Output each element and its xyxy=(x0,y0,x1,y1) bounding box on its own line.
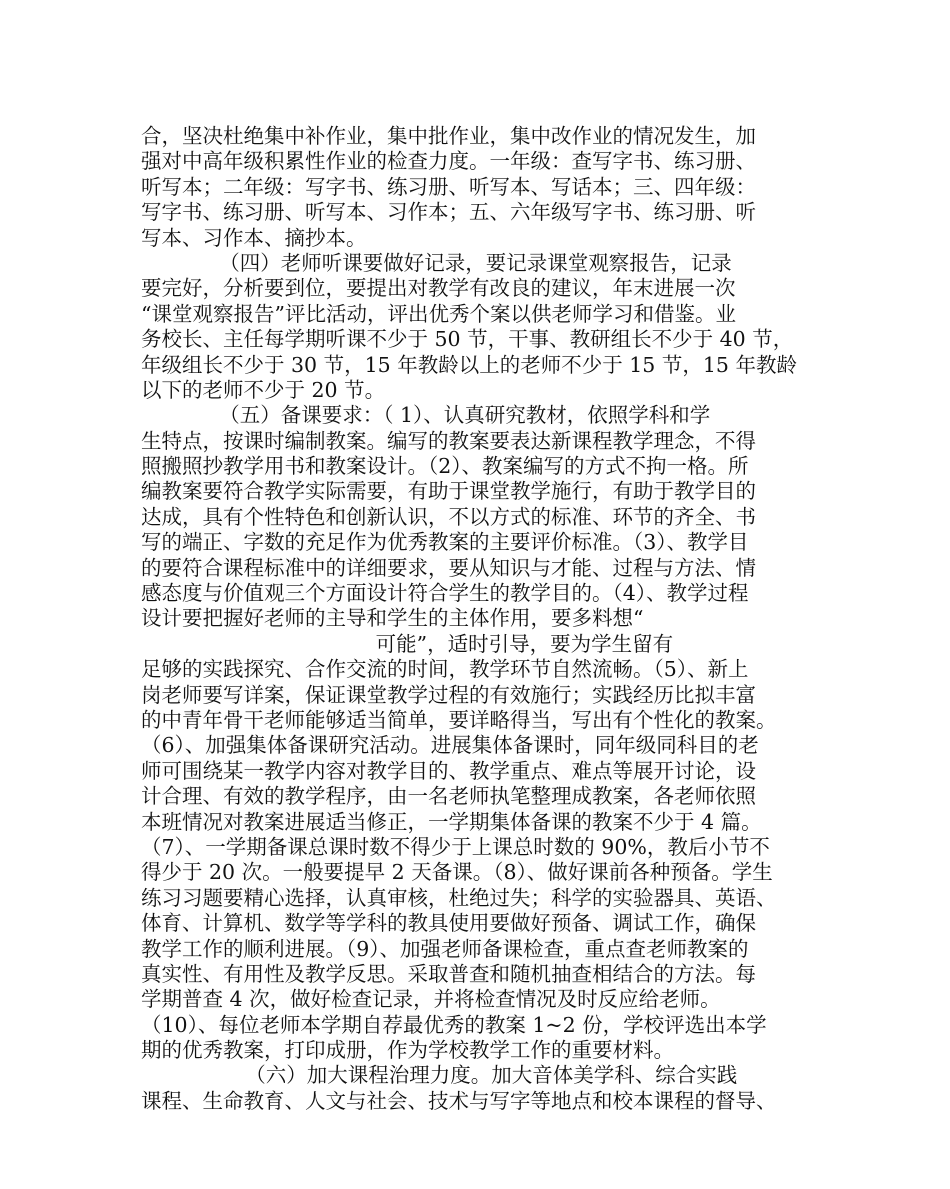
text-line: 的中青年骨干老师能够适当简单，要详略得当，写出有个性化的教案。 xyxy=(141,707,777,732)
text-line: 本班情况对教案进展适当修正，一学期集体备课的教案不少于 4 篇。 xyxy=(141,809,762,834)
text-line: 要完好，分析要到位，要提出对教学有改良的建议，年末进展一次 xyxy=(141,276,736,301)
text-line: 学期普查 4 次，做好检查记录，并将检查情况及时反应给老师。 xyxy=(141,987,721,1012)
text-line: 可能”，适时引导，要为学生留有 xyxy=(141,631,674,656)
text-line: 合，坚决杜绝集中补作业，集中批作业，集中改作业的情况发生，加 xyxy=(141,124,756,148)
text-line: 练习习题要精心选择，认真审核，杜绝过失；科学的实验器具、英语、 xyxy=(141,885,777,910)
text-line: 岗老师要写详案，保证课堂教学过程的有效施行；实践经历比拟丰富 xyxy=(141,682,756,707)
text-line: 写字书、练习册、听写本、习作本；五、六年级写字书、练习册、听 xyxy=(141,200,756,225)
text-line: 照搬照抄教学用书和教案设计。（2）、教案编写的方式不拘一格。所 xyxy=(141,454,749,479)
text-line: 计合理、有效的教学程序，由一名老师执笔整理成教案，各老师依照 xyxy=(141,784,756,809)
text-line: 以下的老师不少于 20 节。 xyxy=(141,377,386,402)
text-line: （6）、加强集体备课研究活动。进展集体备课时，同年级同科目的老 xyxy=(141,733,759,758)
text-line: 写本、习作本、摘抄本。 xyxy=(141,225,367,250)
text-line: 期的优秀教案，打印成册，作为学校教学工作的重要材料。 xyxy=(141,1038,674,1063)
text-line: 体育、计算机、数学等学科的教具使用要做好预备、调试工作，确保 xyxy=(141,911,756,936)
text-line: （10）、每位老师本学期自荐最优秀的教案 1~2 份，学校评选出本学 xyxy=(141,1012,767,1037)
text-line: 年级组长不少于 30 节，15 年教龄以上的老师不少于 15 节，15 年教龄 xyxy=(141,352,797,377)
text-line: 务校长、主任每学期听课不少于 50 节，干事、教研组长不少于 40 节， xyxy=(141,327,794,352)
text-line: 写的端正、字数的充足作为优秀教案的主要评价标准。（3）、教学目 xyxy=(141,530,749,555)
text-line: （六）加大课程治理力度。加大音体美学科、综合实践 xyxy=(141,1063,738,1088)
text-line: 足够的实践探究、合作交流的时间，教学环节自然流畅。（5）、新上 xyxy=(141,657,749,682)
text-line: （四）老师听课要做好记录，要记录课堂观察报告，记录 xyxy=(141,250,732,275)
text-line: 师可围绕某一教学内容对教学目的、教学重点、难点等展开讨论，设 xyxy=(141,758,756,783)
text-line: 得少于 20 次。一般要提早 2 天备课。（8）、做好课前各种预备。学生 xyxy=(141,860,773,885)
text-line: “课堂观察报告”评比活动，评出优秀个案以供老师学习和借鉴。业 xyxy=(141,301,736,326)
text-line: 生特点，按课时编制教案。编写的教案要表达新课程教学理念，不得 xyxy=(141,428,756,453)
text-line: 教学工作的顺利进展。（9）、加强老师备课检查，重点查老师教案的 xyxy=(141,936,749,961)
text-line: 编教案要符合教学实际需要，有助于课堂教学施行，有助于教学目的 xyxy=(141,479,756,504)
text-line: （五）备课要求：（ 1）、认真研究教材，依照学科和学 xyxy=(141,403,711,428)
text-line: 感态度与价值观三个方面设计符合学生的教学目的。（4）、教学过程 xyxy=(141,581,749,606)
text-line: 达成，具有个性特色和创新认识，不以方式的标准、环节的齐全、书 xyxy=(141,504,756,529)
body-text xyxy=(141,124,831,1114)
text-line: 听写本；二年级：写字书、练习册、听写本、写话本；三、四年级： xyxy=(141,174,756,199)
text-line: 强对中高年级积累性作业的检查力度。一年级：查写字书、练习册、 xyxy=(141,149,756,174)
text-line: 真实性、有用性及教学反思。采取普查和随机抽查相结合的方法。每 xyxy=(141,961,756,986)
text-line: 设计要把握好老师的主导和学生的主体作用，要多料想“ xyxy=(141,606,644,631)
text-line: 课程、生命教育、人文与社会、技术与写字等地点和校本课程的督导、 xyxy=(141,1088,777,1113)
text-line: （7）、一学期备课总课时数不得少于上课总时数的 90%，教后小节不 xyxy=(141,834,770,859)
text-line: 的要符合课程标准中的详细要求，要从知识与才能、过程与方法、情 xyxy=(141,555,756,580)
